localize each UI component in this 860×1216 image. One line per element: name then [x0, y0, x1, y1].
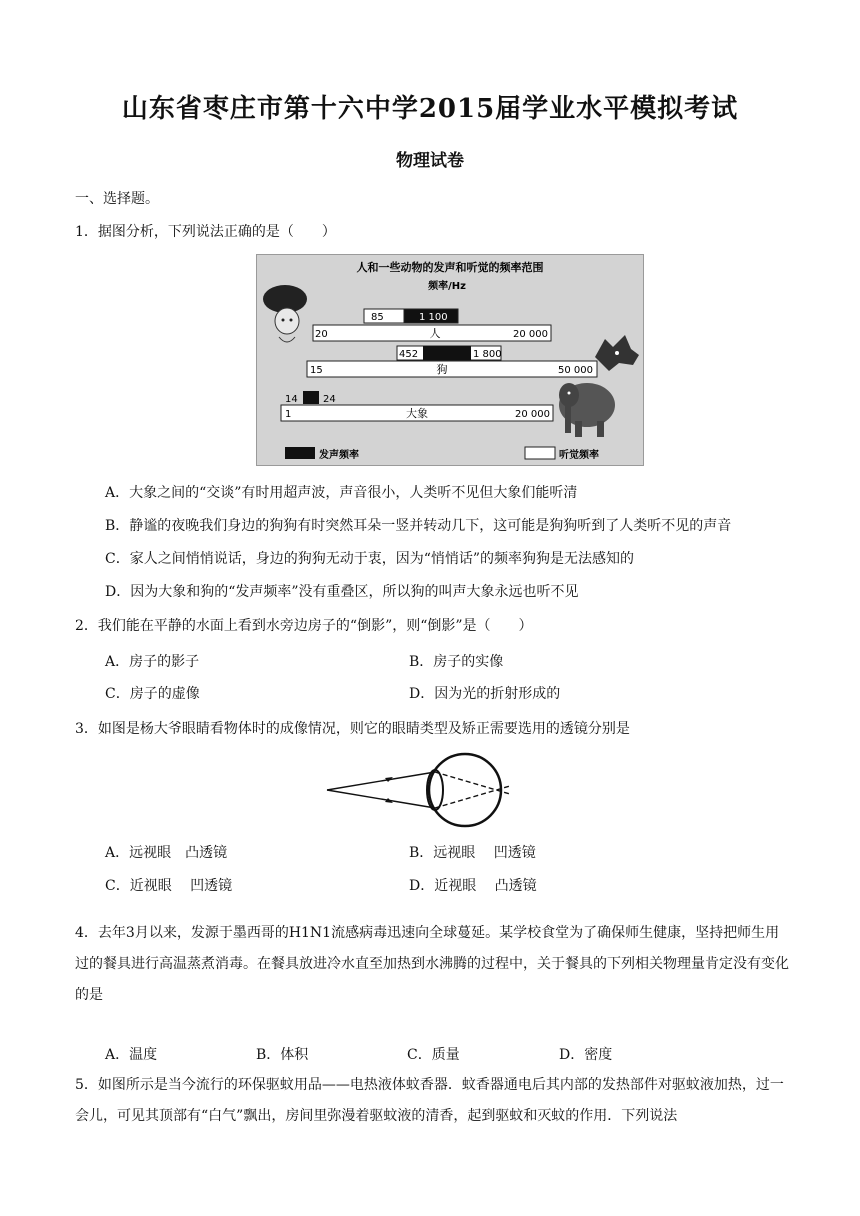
q2-stem: 2．我们能在平静的水面上看到水旁边房子的“倒影”，则“倒影”是（ ） [75, 618, 533, 634]
legend-sound-label: 发声频率 [319, 450, 359, 461]
q3-option-b: B．远视眼 凹透镜 [409, 845, 536, 861]
legend-hearing-swatch [525, 447, 555, 459]
legend-hearing-label: 听觉频率 [559, 450, 599, 461]
elephant-label: 大象 [406, 407, 428, 420]
elephant-sound-max: 24 [323, 394, 336, 405]
q1-stem: 1．据图分析，下列说法正确的是（ ） [75, 224, 336, 240]
elephant-hearing-max: 20 000 [515, 409, 550, 420]
q4-option-c: C．质量 [407, 1047, 460, 1063]
elephant-hearing-min: 1 [285, 409, 292, 420]
q3-option-c: C．近视眼 凹透镜 [105, 878, 233, 894]
q2-option-b: B．房子的实像 [409, 654, 504, 670]
q1-option-d: D．因为大象和狗的“发声频率”没有重叠区，所以狗的叫声大象永远也听不见 [105, 584, 579, 600]
human-hearing-max: 20 000 [513, 329, 548, 340]
q1-option-b: B．静谧的夜晚我们身边的狗狗有时突然耳朵一竖并转动几下，这可能是狗狗听到了人类听不见的声音 [105, 518, 732, 534]
q4-option-b: B．体积 [256, 1047, 309, 1063]
exam-title: 山东省枣庄市第十六中学2015届学业水平模拟考试 [121, 94, 739, 124]
q2-option-d: D．因为光的折射形成的 [409, 686, 561, 702]
eyeball-outline [429, 754, 501, 826]
q2-option-c: C．房子的虚像 [105, 686, 200, 702]
elephant-sound-min: 14 [285, 394, 298, 405]
dog-hearing-min: 15 [310, 365, 323, 376]
elephant-icon [559, 383, 615, 437]
q1-option-c: C．家人之间悄悄说话，身边的狗狗无动于衷，因为“悄悄话”的频率狗狗是无法感知的 [105, 551, 635, 567]
human-sound-min: 85 [371, 312, 384, 323]
frequency-chart-svg [257, 255, 643, 465]
chart-unit-label: 频率/Hz [428, 281, 466, 292]
q2-option-a: A．房子的影子 [105, 654, 200, 670]
q1-option-a: A．大象之间的“交谈”有时用超声波，声音很小，人类听不见但大象们能听清 [105, 485, 578, 501]
chart-title: 人和一些动物的发声和听觉的频率范围 [356, 261, 544, 274]
elephant-sound-bar [303, 391, 319, 404]
q5-stem: 5．如图所示是当今流行的环保驱蚊用品——电热液体蚊香器．蚊香器通电后其内部的发热部件对驱蚊液加热，过一会儿，可见其顶部有“白气”飘出，房间里弥漫着驱蚊液的清香，起到驱蚊和灭蚊的作用．下列说法 [75, 1077, 784, 1124]
dog-hearing-bar [307, 361, 597, 377]
q3-option-a: A．远视眼 凸透镜 [105, 845, 228, 861]
dog-sound-max: 1 800 [473, 349, 502, 360]
section-heading: 一、选择题。 [75, 191, 159, 207]
human-sound-max: 1 100 [419, 312, 448, 323]
legend-sound-swatch [285, 447, 315, 459]
eye-diagram [325, 748, 525, 832]
q3-option-d: D．近视眼 凸透镜 [409, 878, 537, 894]
dog-icon [595, 335, 639, 371]
exam-subtitle: 物理试卷 [396, 151, 464, 171]
q3-stem: 3．如图是杨大爷眼睛看物体时的成像情况，则它的眼睛类型及矫正需要选用的透镜分别是 [75, 721, 630, 737]
human-icon [263, 285, 307, 342]
frequency-chart [256, 254, 644, 466]
human-hearing-min: 20 [315, 329, 328, 340]
q4-option-a: A．温度 [105, 1047, 158, 1063]
dog-sound-bar [423, 346, 471, 360]
dog-label: 狗 [436, 363, 448, 376]
human-label: 人 [429, 327, 441, 340]
q4-option-d: D．密度 [559, 1047, 613, 1063]
q4-stem: 4．去年3月以来，发源于墨西哥的H1N1流感病毒迅速向全球蔓延。某学校食堂为了确保师生健康，坚持把师生用过的餐具进行高温蒸煮消毒。在餐具放进冷水直至加热到水沸腾的过程中，关于餐具的下列相关物理量肯定没有变化的是 [75, 925, 789, 1003]
dog-hearing-max: 50 000 [558, 365, 593, 376]
dog-sound-min: 452 [399, 349, 419, 360]
